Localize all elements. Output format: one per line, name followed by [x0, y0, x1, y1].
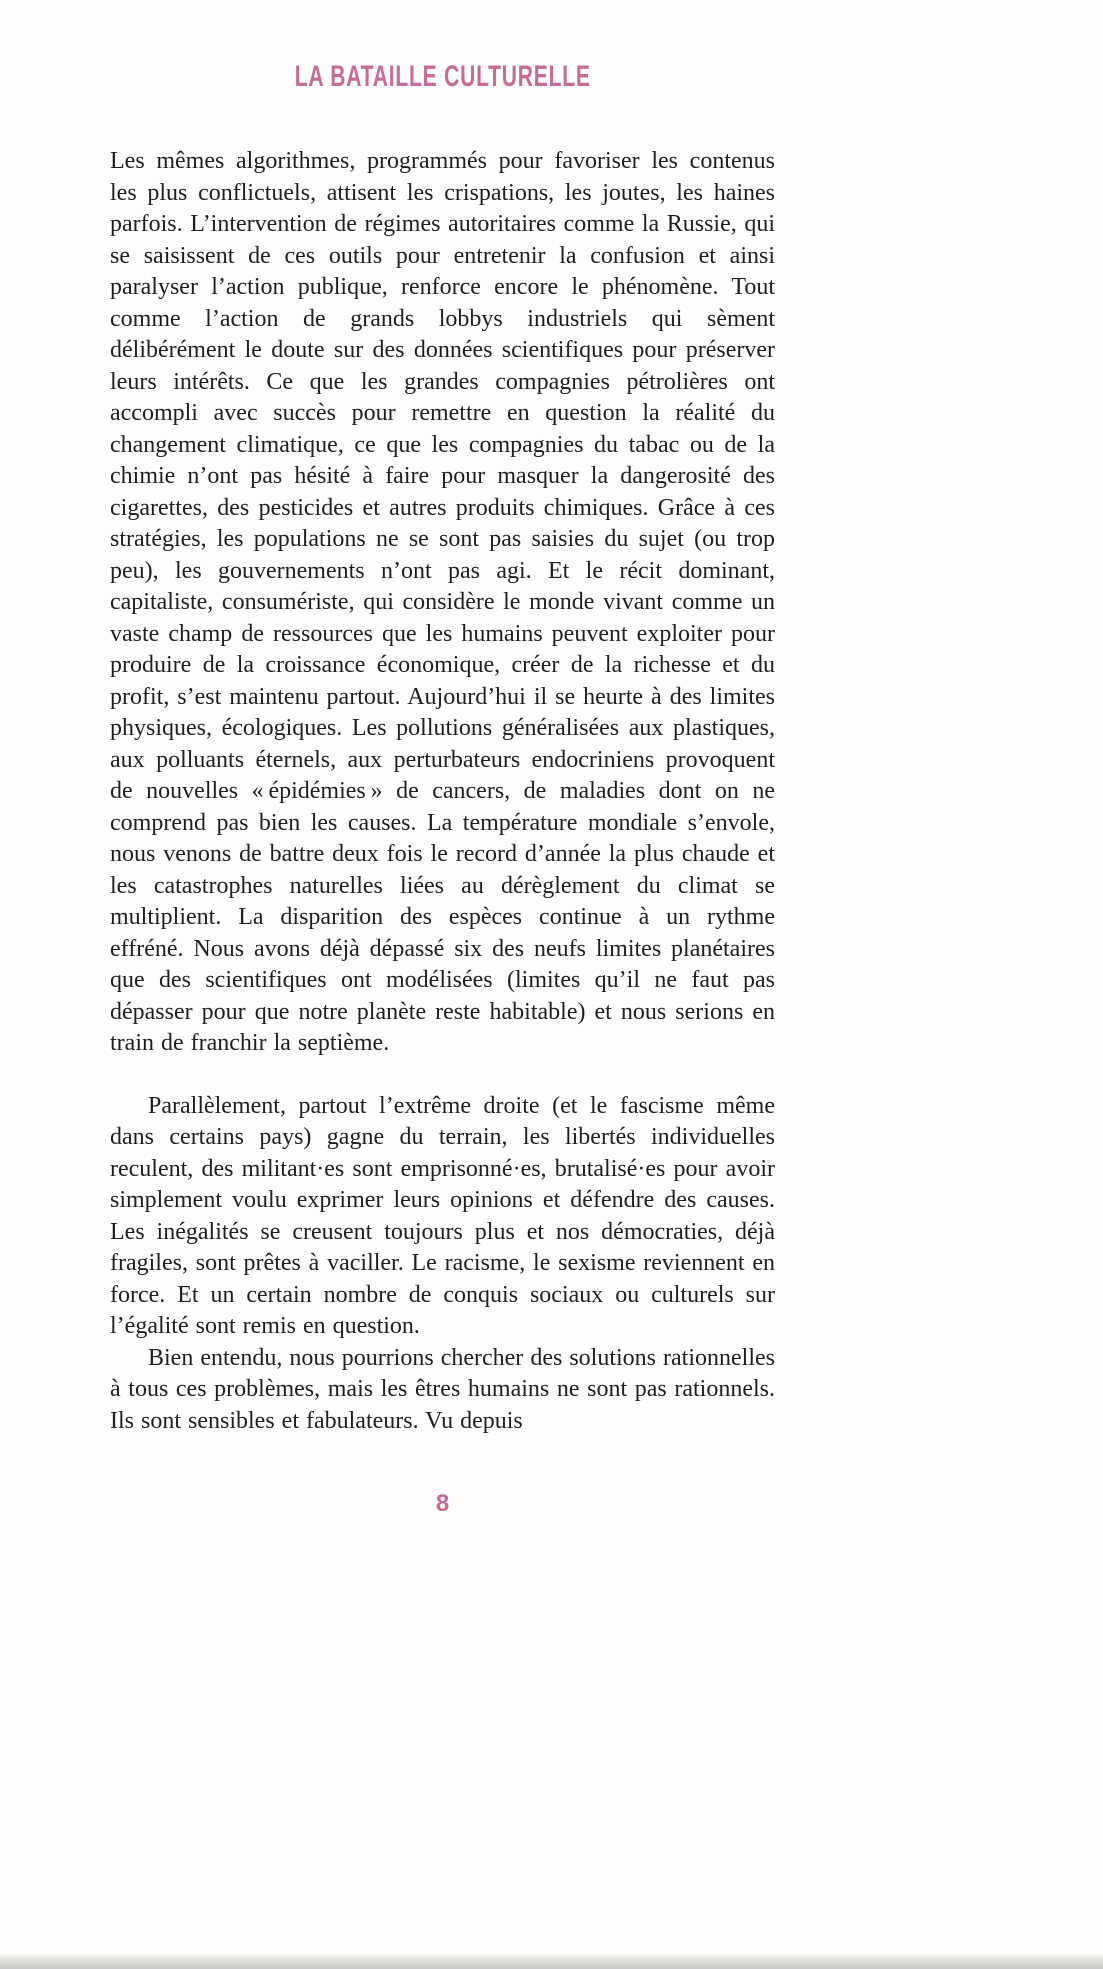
body-text: [110, 146, 775, 1437]
page-bottom-edge: [0, 1953, 1103, 1969]
paragraph: Les mêmes algorithmes, programmés pour favoriser les contenus les plus conflictuels, attisent les crispations, les joutes, les haines parfois. L’intervention de régimes autoritaires comme la Russie, qui se saisissent de ces outils pour entretenir la confusion et ainsi paralyser l’action publique, renforce encore le phénomène. Tout comme l’action de grands lobbys industriels qui sèment délibérément le doute sur des données scientifiques pour préserver leurs intérêts. Ce que les grandes compagnies pétrolières ont accompli avec succès pour remettre en question la réalité du changement climatique, ce que les compagnies du tabac ou de la chimie n’ont pas hésité à faire pour masquer la dangerosité des cigarettes, des pesticides et autres produits chimiques. Grâce à ces stratégies, les populations ne se sont pas saisies du sujet (ou trop peu), les gouvernements n’ont pas agi. Et le récit dominant, capitaliste, consumériste, qui considère le monde vivant comme un vaste champ de ressources que les humains peuvent exploiter pour produire de la croissance économique, créer de la richesse et du profit, s’est maintenu partout. Aujourd’hui il se heurte à des limites physiques, écologiques. Les pollutions généralisées aux plastiques, aux polluants éternels, aux perturbateurs endocriniens provoquent de nouvelles « épidémies » de cancers, de maladies dont on ne comprend pas bien les causes. La température mondiale s’envole, nous venons de battre deux fois le record d’année la plus chaude et les catastrophes naturelles liées au dérèglement du climat se multiplient. La disparition des espèces continue à un rythme effréné. Nous avons déjà dépassé six des neufs limites planétaires que des scientifiques ont modélisées (limites qu’il ne faut pas dépasser pour que notre planète reste habitable) et nous serions en train de franchir la septième.: [110, 148, 775, 1056]
text-block: [110, 0, 775, 1437]
running-head: [110, 0, 775, 93]
running-head-text: LA BATAILLE CULTURELLE: [294, 60, 591, 93]
paragraph: Bien entendu, nous pourrions chercher des solutions rationnelles à tous ces problèmes, mais les êtres humains ne sont pas rationnels. Ils sont sensibles et fabulateurs. Vu depuis: [110, 1344, 775, 1434]
page-number: 8: [435, 1490, 450, 1517]
paragraph: Parallèlement, partout l’extrême droite (et le fascisme même dans certains pays) gagne du terrain, les libertés individuelles reculent, des militant·es sont emprisonné·es, brutalisé·es pour avoir simplement voulu exprimer leurs opinions et défendre des causes. Les inégalités se creusent toujours plus et nos démocraties, déjà fragiles, sont prêtes à vaciller. Le racisme, le sexisme reviennent en force. Et un certain nombre de conquis sociaux ou culturels sur l’égalité sont remis en question.: [110, 1092, 775, 1339]
